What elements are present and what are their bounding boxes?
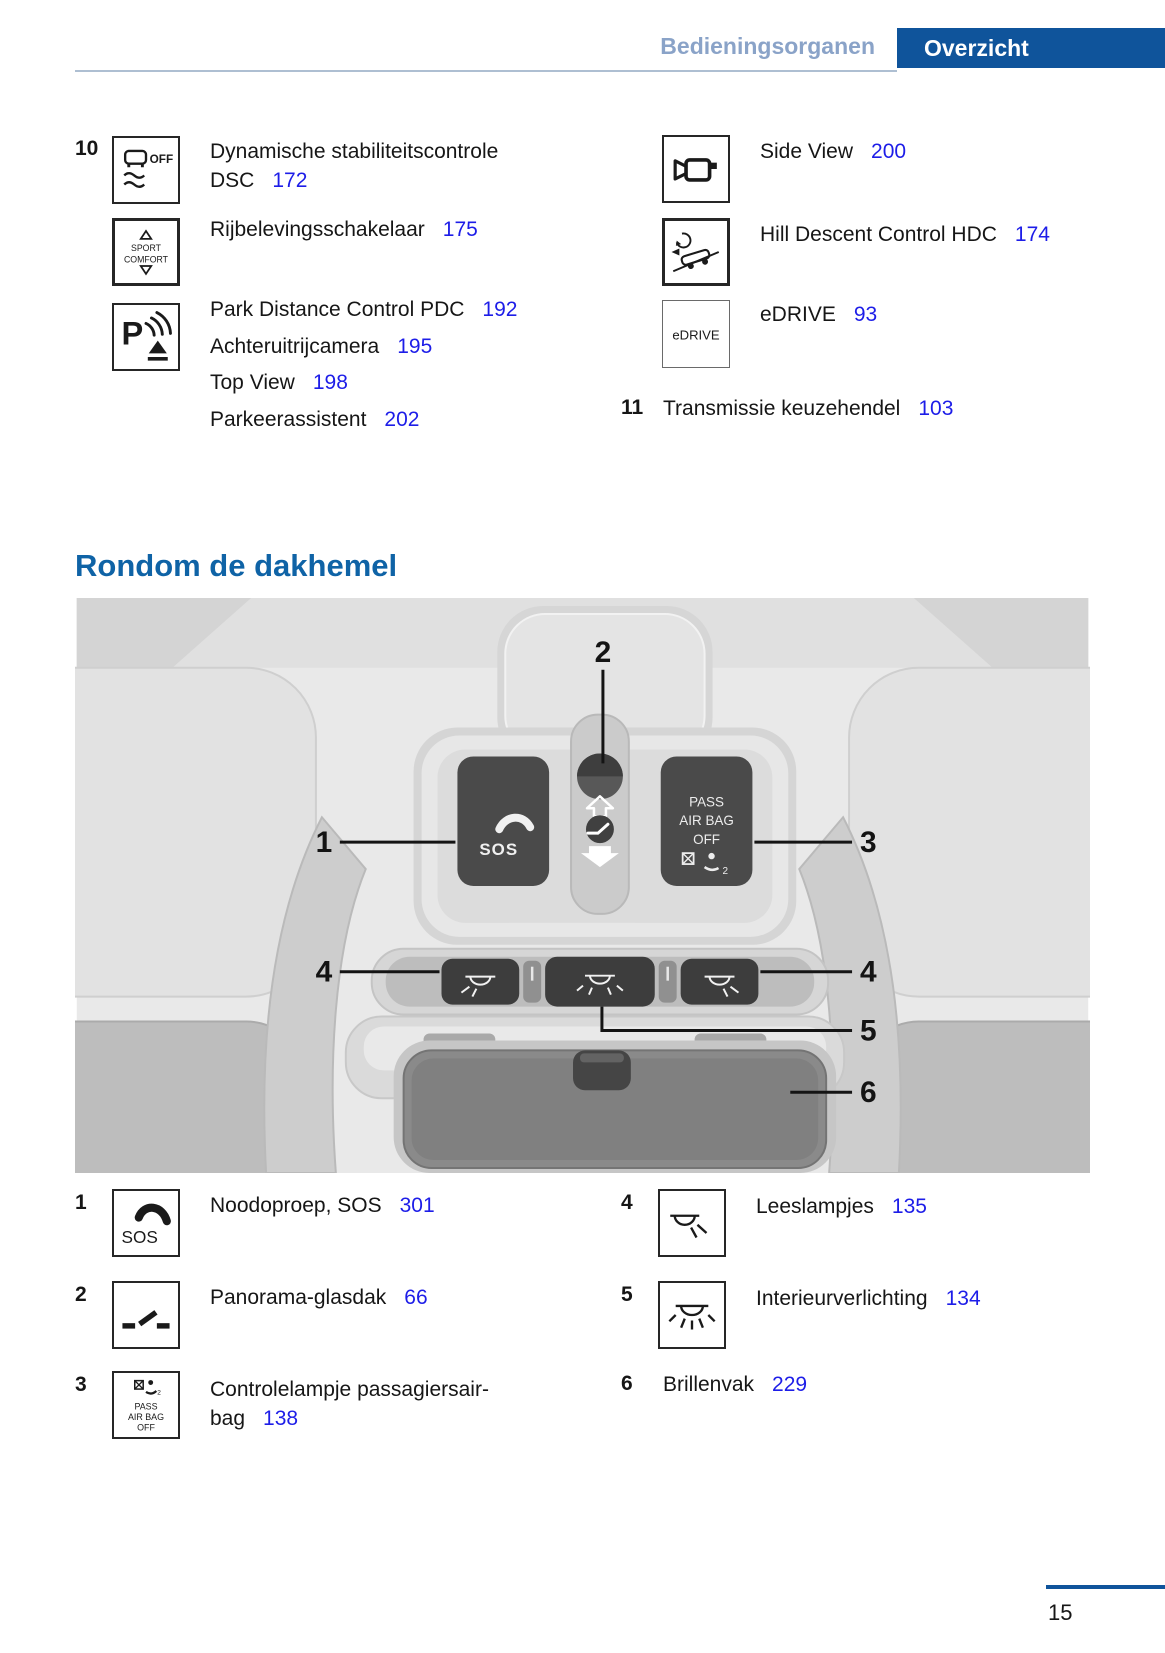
hill-descent-control-icon bbox=[662, 218, 730, 286]
legend-entry-interiorlight bbox=[756, 1286, 981, 1311]
control-label: Hill Descent Control HDC bbox=[760, 223, 997, 246]
control-entry-edrive bbox=[760, 302, 877, 327]
control-entry-driveswitch bbox=[210, 217, 478, 242]
reading-lamp-icon bbox=[658, 1189, 726, 1257]
sport-text: SPORT bbox=[131, 243, 161, 254]
pass-sub-text: 2 bbox=[157, 1389, 161, 1397]
pdc-p-text: P bbox=[121, 314, 144, 352]
airbag-sub-text: 2 bbox=[722, 866, 729, 878]
interior-light-button bbox=[545, 957, 655, 1007]
legend-label: bag bbox=[210, 1407, 246, 1430]
control-label: Park Distance Control PDC bbox=[210, 298, 465, 321]
legend-entry-sos bbox=[210, 1193, 435, 1218]
page-ref-link[interactable]: 134 bbox=[945, 1287, 981, 1310]
drive-experience-switch-icon bbox=[112, 218, 180, 286]
side-view-camera-glyph bbox=[667, 140, 725, 198]
control-label: Top View bbox=[210, 371, 295, 394]
control-label: Dynamische stabiliteitscontrole bbox=[210, 140, 499, 163]
sos-call-icon bbox=[112, 1189, 180, 1257]
hill-descent-control-glyph bbox=[668, 224, 724, 280]
header-section-label: Bedieningsorganen bbox=[660, 33, 875, 59]
legend-label: Noodoproep, SOS bbox=[210, 1194, 382, 1217]
reading-lamp-right-button bbox=[681, 959, 759, 1005]
legend-number-1: 1 bbox=[75, 1191, 87, 1214]
airbag-label-2: AIR BAG bbox=[679, 813, 734, 829]
sos-button-label: SOS bbox=[479, 840, 519, 860]
callout-2: 2 bbox=[594, 635, 612, 669]
page-ref-link[interactable]: 195 bbox=[397, 334, 433, 358]
control-entry-transmission bbox=[663, 396, 953, 421]
sunroof-control bbox=[571, 715, 629, 914]
callout-4-left: 4 bbox=[315, 955, 333, 989]
legend-label: Leeslampjes bbox=[756, 1195, 874, 1218]
legend-label: Controlelampje passagiersair- bbox=[210, 1378, 489, 1401]
page-ref-link[interactable]: 192 bbox=[482, 298, 518, 321]
pdc-icon bbox=[112, 303, 180, 371]
pass-text-2: AIR BAG bbox=[127, 1412, 165, 1422]
interior-light-icon bbox=[658, 1281, 726, 1349]
legend-number-6: 6 bbox=[621, 1372, 633, 1395]
callout-5: 5 bbox=[860, 1014, 877, 1048]
legend-label: Interieurverlichting bbox=[756, 1287, 928, 1310]
callout-1: 1 bbox=[315, 826, 333, 860]
roof-console-illustration bbox=[75, 598, 1090, 1173]
dsc-off-glyph bbox=[117, 141, 175, 199]
panorama-roof-glyph bbox=[117, 1286, 175, 1344]
pdc-glyph bbox=[117, 308, 175, 366]
airbag-label-3: OFF bbox=[693, 832, 721, 848]
page-ref-link[interactable]: 175 bbox=[442, 218, 478, 241]
page-ref-link[interactable]: 202 bbox=[384, 407, 420, 431]
legend-label: Brillenvak bbox=[663, 1373, 755, 1396]
control-label: Rijbelevingsschakelaar bbox=[210, 218, 425, 241]
section-title: Rondom de dakhemel bbox=[75, 548, 398, 583]
page-ref-link[interactable]: 174 bbox=[1014, 223, 1050, 246]
page-ref-link[interactable]: 93 bbox=[853, 303, 878, 326]
legend-entry-readinglamp bbox=[756, 1194, 927, 1219]
reading-lamp-left-button bbox=[441, 959, 519, 1005]
legend-entry-panorama bbox=[210, 1285, 428, 1310]
edrive-icon bbox=[662, 300, 730, 368]
dsc-off-text: OFF bbox=[149, 152, 174, 166]
control-label: DSC bbox=[210, 169, 255, 192]
reading-lamp-glyph bbox=[663, 1194, 721, 1252]
page-number: 15 bbox=[1048, 1600, 1073, 1625]
control-label: Side View bbox=[760, 140, 854, 163]
page-ref-link[interactable]: 172 bbox=[272, 169, 308, 192]
page-ref-link[interactable]: 229 bbox=[772, 1373, 808, 1396]
page-ref-link[interactable]: 198 bbox=[312, 371, 348, 394]
control-entry-hdc bbox=[760, 222, 1050, 247]
footer-rule bbox=[1046, 1585, 1165, 1589]
passenger-airbag-off-glyph bbox=[116, 1375, 176, 1435]
comfort-text: COMFORT bbox=[123, 254, 169, 265]
legend-number-4: 4 bbox=[621, 1191, 633, 1214]
legend-number-2: 2 bbox=[75, 1283, 87, 1306]
panorama-roof-icon bbox=[112, 1281, 180, 1349]
edrive-text: eDRIVE bbox=[672, 327, 720, 343]
header-chapter-tab bbox=[897, 28, 1165, 68]
page-ref-link[interactable]: 103 bbox=[918, 397, 954, 420]
control-label: Parkeerassistent bbox=[210, 407, 367, 431]
legend-entry-airbag bbox=[210, 1375, 489, 1433]
callout-6: 6 bbox=[860, 1076, 877, 1110]
control-entry-sideview bbox=[760, 139, 906, 164]
pass-text-3: OFF bbox=[137, 1422, 155, 1433]
sos-call-text: SOS bbox=[121, 1226, 158, 1247]
control-entry-dsc bbox=[210, 137, 498, 195]
page-ref-link[interactable]: 138 bbox=[263, 1407, 299, 1430]
legend-number-5: 5 bbox=[621, 1283, 633, 1306]
item-number-10: 10 bbox=[75, 137, 99, 160]
callout-3: 3 bbox=[860, 826, 877, 860]
legend-number-3: 3 bbox=[75, 1373, 87, 1396]
page-ref-link[interactable]: 66 bbox=[404, 1286, 428, 1309]
roof-console-figure bbox=[75, 598, 1090, 1173]
pass-text-1: PASS bbox=[134, 1401, 158, 1412]
item-number-11: 11 bbox=[621, 396, 644, 419]
header-rule bbox=[75, 70, 897, 72]
control-entry-pdc bbox=[210, 292, 517, 438]
drive-experience-switch-glyph bbox=[118, 224, 174, 280]
interior-light-glyph bbox=[663, 1286, 721, 1344]
edrive-glyph bbox=[666, 304, 726, 364]
airbag-label-1: PASS bbox=[689, 794, 724, 810]
legend-entry-glassesbox bbox=[663, 1372, 807, 1397]
header-chapter-label: Overzicht bbox=[924, 34, 1029, 61]
page-ref-link[interactable]: 301 bbox=[399, 1194, 435, 1217]
sos-call-glyph bbox=[117, 1194, 175, 1252]
legend-label: Panorama-glasdak bbox=[210, 1286, 387, 1309]
control-label: Transmissie keuzehendel bbox=[663, 397, 901, 420]
dsc-off-icon bbox=[112, 136, 180, 204]
control-label: Achteruitrijcamera bbox=[210, 334, 380, 358]
passenger-airbag-off-icon bbox=[112, 1371, 180, 1439]
side-view-camera-icon bbox=[662, 135, 730, 203]
page-ref-link[interactable]: 135 bbox=[891, 1195, 927, 1218]
callout-4-right: 4 bbox=[860, 955, 877, 989]
control-label: eDRIVE bbox=[760, 303, 836, 326]
page-ref-link[interactable]: 200 bbox=[871, 140, 907, 163]
